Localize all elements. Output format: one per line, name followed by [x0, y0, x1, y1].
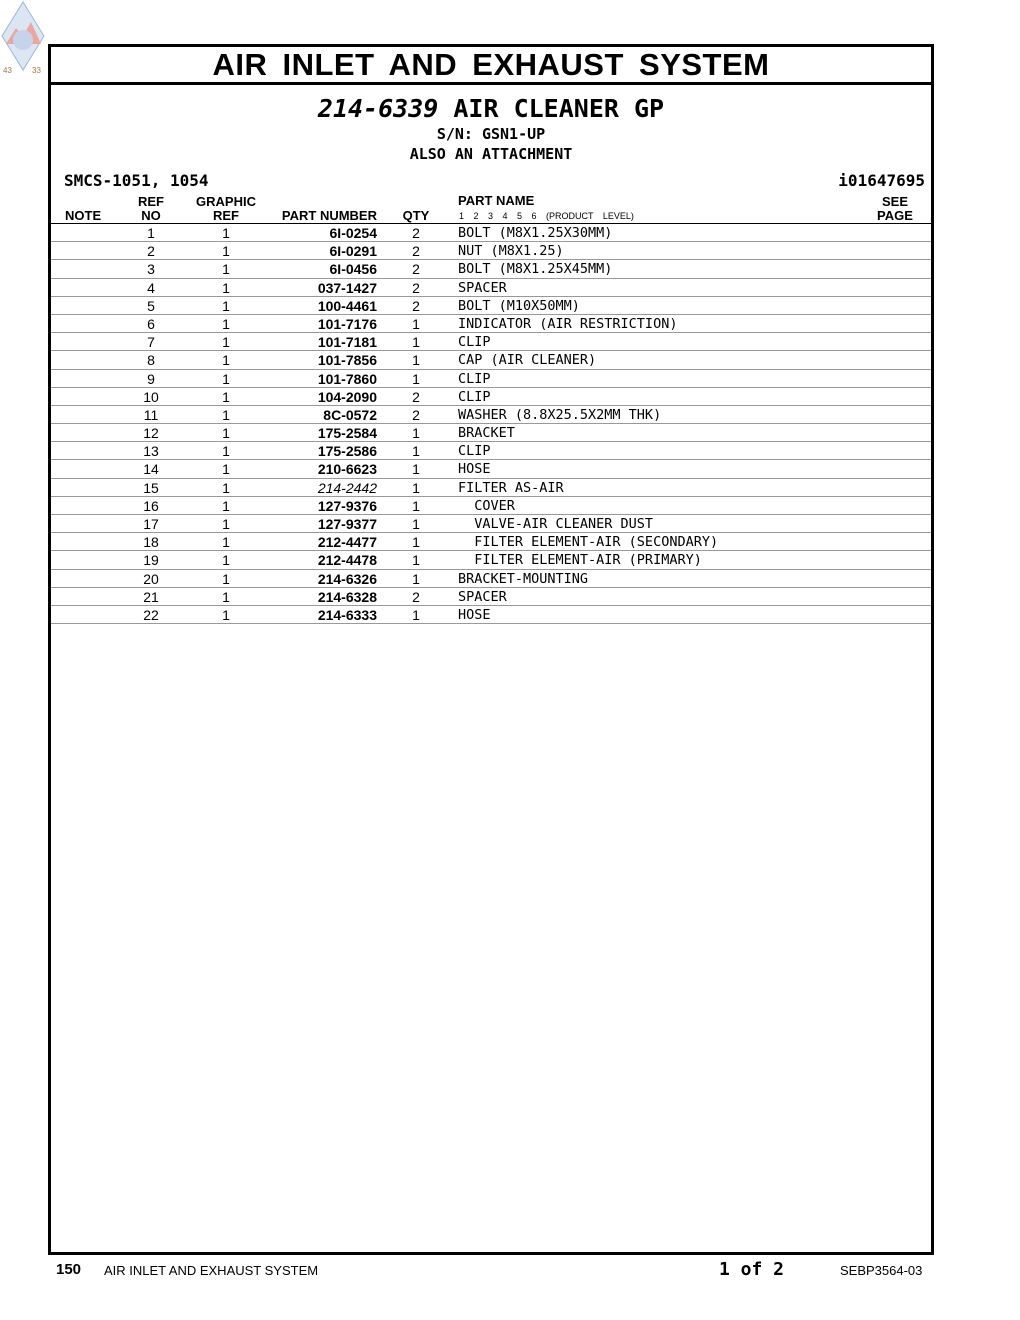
- group-name: AIR CLEANER GP: [453, 94, 665, 123]
- part-number[interactable]: 101-7176: [317, 315, 377, 332]
- part-name: CLIP: [458, 443, 491, 460]
- part-name: BOLT (M10X50MM): [458, 297, 580, 314]
- logo-right-number: 33: [32, 66, 41, 75]
- graphic-ref: 1: [222, 516, 230, 532]
- table-row: [51, 533, 931, 551]
- ref-no: 12: [143, 425, 159, 442]
- part-number[interactable]: 6I-0291: [329, 243, 377, 260]
- graphic-ref: 1: [222, 588, 230, 605]
- part-name: FILTER AS-AIR: [458, 479, 564, 496]
- graphic-ref: 1: [222, 225, 230, 241]
- page-footer: [0, 1259, 1020, 1283]
- footer-page-number: 150: [56, 1261, 82, 1278]
- graphic-ref: 1: [222, 606, 230, 623]
- part-number[interactable]: 101-7181: [317, 334, 377, 351]
- graphic-ref: 1: [222, 279, 230, 296]
- table-row: [51, 442, 931, 460]
- part-number[interactable]: 127-9377: [317, 516, 377, 532]
- part-number[interactable]: 8C-0572: [323, 406, 377, 423]
- col-qty: QTY: [402, 208, 430, 223]
- part-name: FILTER ELEMENT-AIR (PRIMARY): [458, 552, 702, 569]
- part-number[interactable]: 175-2584: [317, 425, 377, 442]
- qty: 1: [412, 461, 420, 478]
- qty: 2: [412, 297, 420, 314]
- group-number[interactable]: 214-6339: [317, 94, 439, 123]
- part-number[interactable]: 101-7860: [317, 370, 377, 387]
- ref-no: 2: [147, 243, 155, 260]
- ref-no: 11: [143, 406, 159, 423]
- serial-number: S/N: GSN1-UP: [436, 125, 546, 143]
- table-row: [51, 297, 931, 315]
- graphic-ref: 1: [222, 297, 230, 314]
- table-row: [51, 570, 931, 588]
- part-number[interactable]: 6I-0456: [329, 261, 377, 278]
- graphic-ref: 1: [222, 243, 230, 260]
- qty: 1: [412, 315, 420, 332]
- part-name: NUT (M8X1.25): [458, 243, 564, 260]
- ref-no: 21: [143, 588, 159, 605]
- ref-no: 13: [143, 443, 159, 460]
- graphic-ref: 1: [222, 497, 230, 514]
- col-graphic-bottom: REF: [213, 208, 239, 223]
- part-name: HOSE: [458, 606, 491, 623]
- graphic-ref: 1: [222, 406, 230, 423]
- part-name: CLIP: [458, 388, 491, 405]
- ref-no: 6: [147, 315, 155, 332]
- footer-sheet: 1 of 2: [719, 1259, 785, 1280]
- part-name: CLIP: [458, 334, 491, 351]
- part-number[interactable]: 127-9376: [317, 497, 377, 514]
- section-title: AIR INLET AND EXHAUST SYSTEM: [51, 47, 931, 85]
- qty: 2: [412, 225, 420, 241]
- part-name: SPACER: [458, 588, 507, 605]
- ref-no: 4: [147, 279, 155, 296]
- ref-no: 10: [143, 388, 159, 405]
- part-number[interactable]: 214-2442: [317, 479, 377, 496]
- part-name: INDICATOR (AIR RESTRICTION): [458, 315, 678, 332]
- qty: 2: [412, 406, 420, 423]
- qty: 2: [412, 261, 420, 278]
- qty: 2: [412, 588, 420, 605]
- part-number[interactable]: 100-4461: [317, 297, 377, 314]
- qty: 2: [412, 279, 420, 296]
- qty: 1: [412, 497, 420, 514]
- logo-left-number: 43: [3, 66, 12, 75]
- part-name: WASHER (8.8X25.5X2MM THK): [458, 406, 662, 423]
- table-row: [51, 260, 931, 278]
- ref-no: 18: [143, 534, 159, 551]
- table-row: [51, 224, 931, 242]
- ref-no: 20: [143, 570, 159, 587]
- col-product-levels: 1 2 3 4 5 6 (PRODUCT LEVEL): [459, 211, 634, 221]
- ref-no: 3: [147, 261, 155, 278]
- part-name: CAP (AIR CLEANER): [458, 352, 597, 369]
- qty: 1: [412, 425, 420, 442]
- ref-no: 15: [143, 479, 159, 496]
- smcs-row: [51, 169, 931, 193]
- part-number[interactable]: 214-6333: [317, 606, 377, 623]
- qty: 1: [412, 443, 420, 460]
- graphic-ref: 1: [222, 315, 230, 332]
- col-part-number: PART NUMBER: [281, 208, 377, 223]
- col-see-bottom: PAGE: [877, 208, 913, 223]
- graphic-ref: 1: [222, 443, 230, 460]
- table-row: [51, 515, 931, 533]
- ref-no: 8: [147, 352, 155, 369]
- part-name: SPACER: [458, 279, 507, 296]
- part-number[interactable]: 104-2090: [317, 388, 377, 405]
- qty: 1: [412, 479, 420, 496]
- graphic-ref: 1: [222, 552, 230, 569]
- table-row: [51, 606, 931, 624]
- ref-no: 5: [147, 297, 155, 314]
- ref-no: 19: [143, 552, 159, 569]
- graphic-ref: 1: [222, 388, 230, 405]
- part-name: CLIP: [458, 370, 491, 387]
- part-number[interactable]: 175-2586: [317, 443, 377, 460]
- ref-no: 16: [143, 497, 159, 514]
- table-row: [51, 388, 931, 406]
- table-row: [51, 551, 931, 569]
- table-row: [51, 424, 931, 442]
- graphic-ref: 1: [222, 479, 230, 496]
- qty: 1: [412, 534, 420, 551]
- part-name: BOLT (M8X1.25X30MM): [458, 225, 613, 241]
- illustration-id: i01647695: [838, 171, 925, 190]
- table-row: [51, 460, 931, 478]
- qty: 1: [412, 370, 420, 387]
- table-row: [51, 315, 931, 333]
- table-row: [51, 370, 931, 388]
- part-number[interactable]: 214-6328: [317, 588, 377, 605]
- smcs-codes: SMCS-1051, 1054: [64, 171, 209, 190]
- graphic-ref: 1: [222, 570, 230, 587]
- col-ref-top: REF: [138, 194, 164, 209]
- table-row: [51, 479, 931, 497]
- footer-doc-id: SEBP3564-03: [840, 1263, 923, 1278]
- qty: 1: [412, 606, 420, 623]
- graphic-ref: 1: [222, 352, 230, 369]
- part-name: VALVE-AIR CLEANER DUST: [458, 516, 654, 532]
- attachment-note: ALSO AN ATTACHMENT: [409, 145, 573, 163]
- graphic-ref: 1: [222, 425, 230, 442]
- ref-no: 1: [147, 225, 155, 241]
- part-name: COVER: [458, 497, 515, 514]
- qty: 1: [412, 570, 420, 587]
- col-graphic-top: GRAPHIC: [196, 194, 256, 209]
- ref-no: 7: [147, 334, 155, 351]
- ref-no: 17: [143, 516, 159, 532]
- part-number[interactable]: 212-4477: [317, 534, 377, 551]
- table-row: [51, 242, 931, 260]
- table-row: [51, 333, 931, 351]
- part-number[interactable]: 101-7856: [317, 352, 377, 369]
- col-note: NOTE: [65, 208, 102, 223]
- group-title: [51, 94, 931, 124]
- ref-no: 9: [147, 370, 155, 387]
- part-name: HOSE: [458, 461, 491, 478]
- qty: 2: [412, 243, 420, 260]
- qty: 1: [412, 552, 420, 569]
- graphic-ref: 1: [222, 261, 230, 278]
- graphic-ref: 1: [222, 461, 230, 478]
- table-row: [51, 588, 931, 606]
- qty: 2: [412, 388, 420, 405]
- part-number[interactable]: 214-6326: [317, 570, 377, 587]
- qty: 1: [412, 352, 420, 369]
- part-number[interactable]: 6I-0254: [329, 225, 377, 241]
- table-row: [51, 497, 931, 515]
- ref-no: 14: [143, 461, 159, 478]
- graphic-ref: 1: [222, 370, 230, 387]
- parts-list-frame: [48, 44, 934, 1255]
- table-row: [51, 279, 931, 297]
- col-part-name: PART NAME: [458, 193, 535, 208]
- graphic-ref: 1: [222, 334, 230, 351]
- table-row: [51, 351, 931, 369]
- footer-section: AIR INLET AND EXHAUST SYSTEM: [104, 1263, 319, 1278]
- part-name: BRACKET-MOUNTING: [458, 570, 589, 587]
- col-ref-bottom: NO: [141, 208, 161, 223]
- column-header: [51, 193, 931, 224]
- part-number[interactable]: 037-1427: [317, 279, 377, 296]
- mountain-emblem-icon: [0, 0, 46, 78]
- part-name: BRACKET: [458, 425, 515, 442]
- table-row: [51, 406, 931, 424]
- qty: 1: [412, 334, 420, 351]
- ref-no: 22: [143, 606, 159, 623]
- col-see-top: SEE: [881, 194, 908, 209]
- parts-table-body: [51, 224, 931, 624]
- part-number[interactable]: 212-4478: [317, 552, 377, 569]
- part-number[interactable]: 210-6623: [317, 461, 377, 478]
- part-name: FILTER ELEMENT-AIR (SECONDARY): [458, 534, 719, 551]
- part-name: BOLT (M8X1.25X45MM): [458, 261, 613, 278]
- graphic-ref: 1: [222, 534, 230, 551]
- qty: 1: [412, 516, 420, 532]
